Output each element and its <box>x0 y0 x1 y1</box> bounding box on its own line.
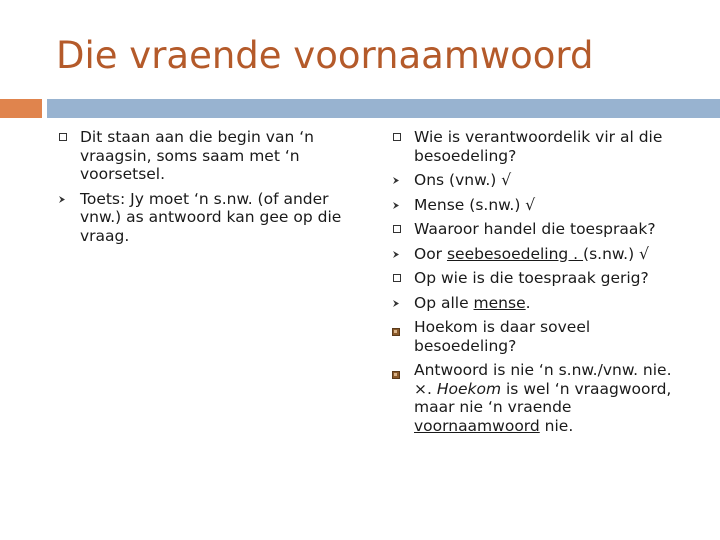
accent-bar-orange <box>0 99 42 118</box>
list-item-text: Dit staan aan die begin van ‘n vraagsin, soms saam met ‘n voorsetsel. <box>80 128 314 183</box>
answer-text-suffix: . <box>525 293 531 312</box>
list-item <box>392 220 692 239</box>
question-text: Op wie is die toespraak gerig? <box>414 269 649 287</box>
answer-text: Ons (vnw.) √ <box>414 171 512 189</box>
arrow-bullet-icon <box>392 176 402 186</box>
square-bullet-icon <box>393 133 401 141</box>
list-item <box>392 171 692 190</box>
underlined-word: seebesoedeling . <box>446 244 584 263</box>
answer-text-prefix: Op alle <box>414 293 474 312</box>
question-text: Hoekom is daar soveel besoedeling? <box>414 318 591 355</box>
italic-word: Hoekom <box>436 379 502 398</box>
answer-text-prefix: Oor <box>414 244 447 263</box>
list-item <box>58 128 348 184</box>
question-text: Waaroor handel die toespraak? <box>414 220 656 238</box>
list-item <box>392 196 692 215</box>
answer-text: Mense (s.nw.) √ <box>414 195 536 214</box>
filled-square-bullet-icon <box>392 323 402 333</box>
underlined-word: mense <box>473 293 526 312</box>
list-item-text: Toets: Jy moet ‘n s.nw. (of ander vnw.) as antwoord kan gee op die vraag. <box>80 189 342 245</box>
answer-text-suffix: nie. <box>539 416 574 435</box>
list-item <box>58 190 348 246</box>
arrow-bullet-icon <box>392 299 402 309</box>
answer-text-middle: is wel ‘n vraagwoord, maar nie ‘n vraende <box>414 379 672 416</box>
list-item <box>392 294 692 313</box>
square-bullet-icon <box>393 274 401 282</box>
slide-title: Die vraende voornaamwoord <box>56 34 594 77</box>
list-item <box>392 361 692 435</box>
arrow-bullet-icon <box>58 195 68 205</box>
filled-square-bullet-icon <box>392 366 402 376</box>
list-item <box>392 318 692 355</box>
arrow-bullet-icon <box>392 201 402 211</box>
left-bullet-list <box>58 128 348 251</box>
answer-text-suffix: (s.nw.) √ <box>583 244 649 263</box>
accent-bar-blue <box>47 99 720 118</box>
question-text: Wie is verantwoordelik vir al die besoedeling? <box>414 128 663 165</box>
list-item <box>392 245 692 264</box>
right-bullet-list <box>392 128 692 441</box>
list-item <box>392 128 692 165</box>
arrow-bullet-icon <box>392 250 402 260</box>
list-item <box>392 269 692 288</box>
square-bullet-icon <box>59 133 67 141</box>
square-bullet-icon <box>393 225 401 233</box>
underlined-word: voornaamwoord <box>414 416 540 435</box>
answer-text-prefix: Antwoord is nie ‘n s.nw./vnw. nie. ×. <box>414 361 672 398</box>
